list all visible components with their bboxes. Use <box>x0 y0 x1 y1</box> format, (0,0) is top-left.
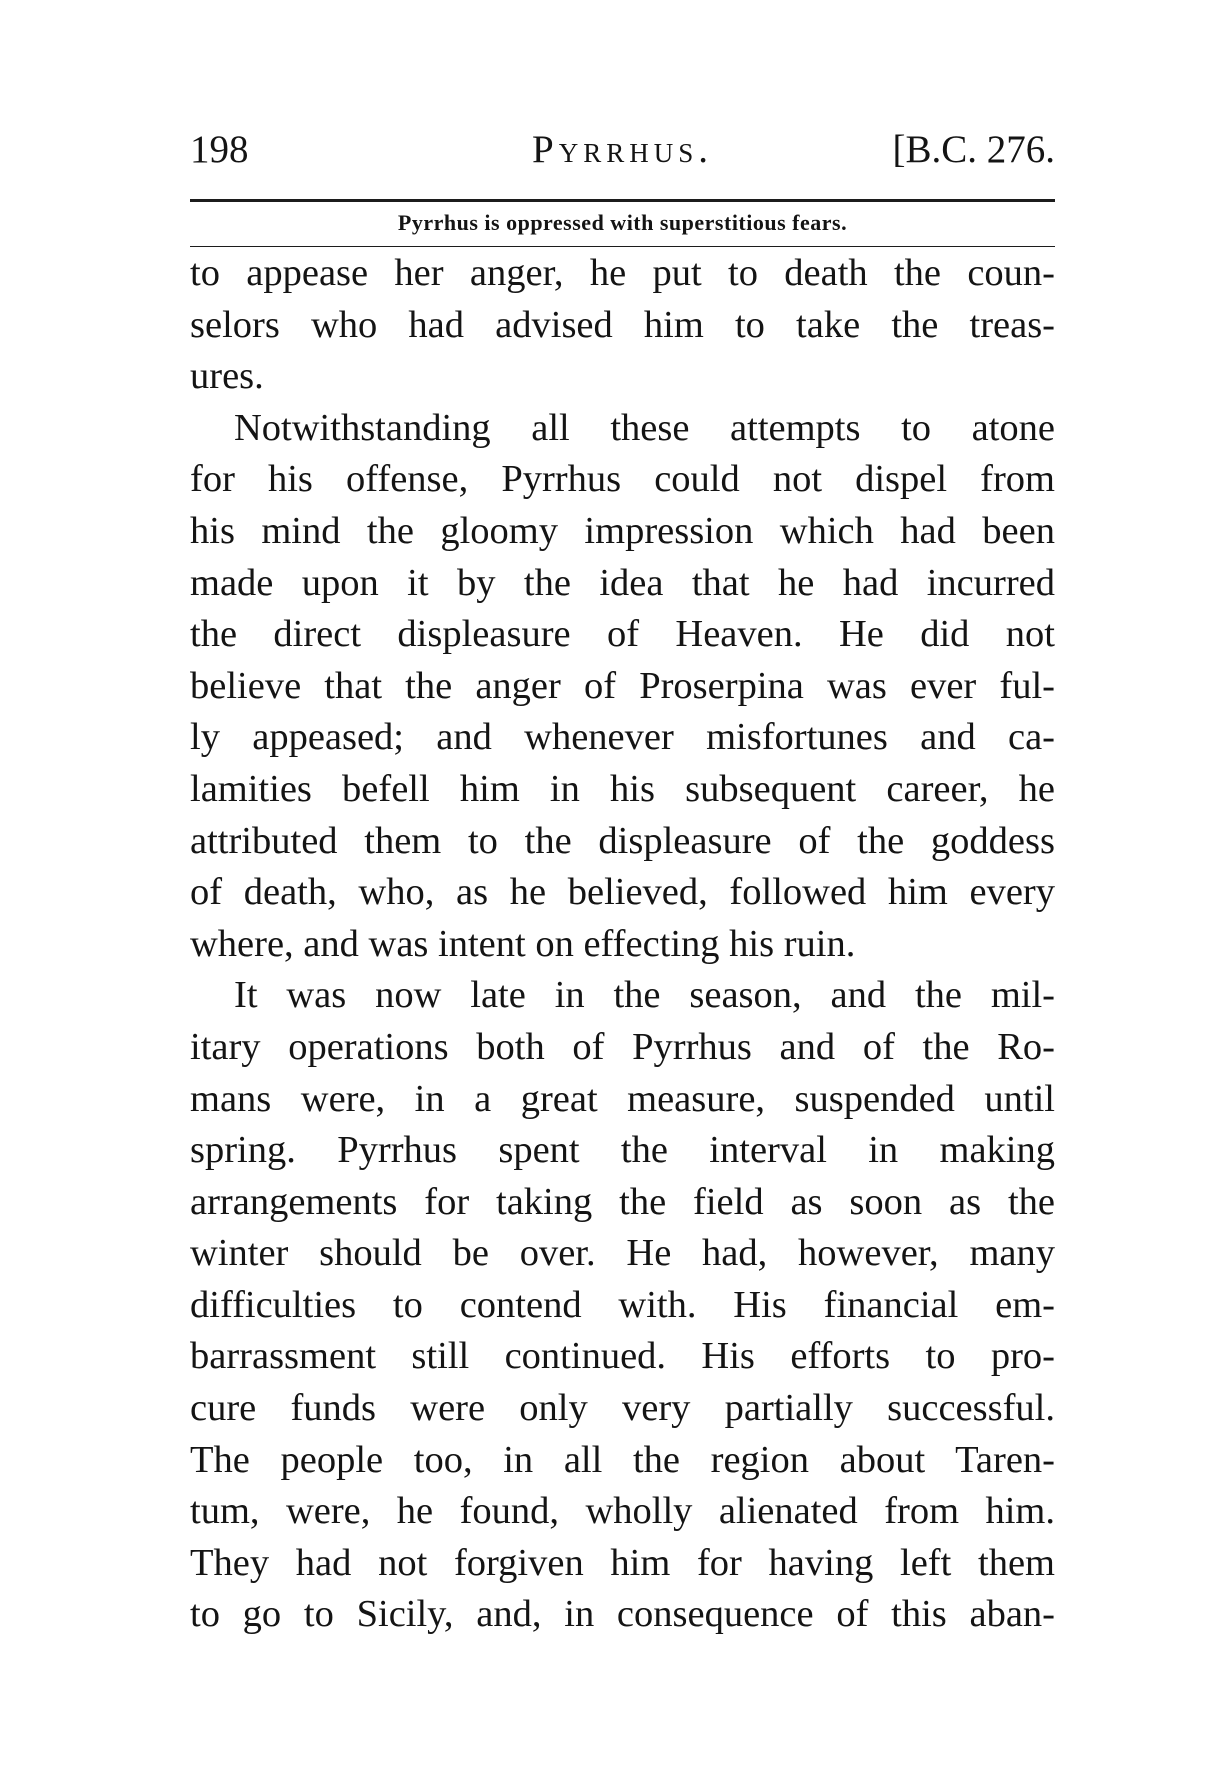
text-line: cure funds were only very partially successful. <box>190 1387 1055 1430</box>
text-line: spring. Pyrrhus spent the interval in making <box>190 1129 1055 1172</box>
text-line: believe that the anger of Proserpina was ever ful- <box>190 664 1055 707</box>
text-line: winter should be over. He had, however, many <box>190 1232 1055 1275</box>
text-line: mans were, in a great measure, suspended until <box>190 1077 1055 1120</box>
text-line: of death, who, as he believed, followed him every <box>190 871 1055 914</box>
book-title: Pyrrhus. <box>532 128 713 171</box>
text-line: They had not forgiven him for having left them <box>190 1541 1055 1584</box>
text-line: itary operations both of Pyrrhus and of the Ro- <box>190 1025 1055 1068</box>
date-label: [B.C. 276. <box>892 128 1055 171</box>
text-line: made upon it by the idea that he had incurred <box>190 561 1055 604</box>
text-line: barrassment still continued. His efforts to pro- <box>190 1335 1055 1378</box>
text-line: tum, were, he found, wholly alienated from him. <box>190 1490 1055 1533</box>
text-line: It was now late in the season, and the mil- <box>234 974 1055 1017</box>
body-text <box>190 248 1055 1641</box>
text-line: his mind the gloomy impression which had been <box>190 509 1055 552</box>
running-head <box>190 118 1055 182</box>
text-line: arrangements for taking the field as soon as the <box>190 1180 1055 1223</box>
text-line: The people too, in all the region about Taren- <box>190 1438 1055 1481</box>
chapter-subheading: Pyrrhus is oppressed with superstitious fears. <box>397 210 848 235</box>
text-line: to appease her anger, he put to death the coun- <box>190 252 1055 294</box>
text-line: selors who had advised him to take the treas- <box>190 303 1055 346</box>
text-line: ly appeased; and whenever misfortunes and ca- <box>190 716 1055 759</box>
text-line: difficulties to contend with. His financial em- <box>190 1283 1055 1326</box>
text-line: where, and was intent on effecting his ruin. <box>190 922 856 965</box>
text-line: for his offense, Pyrrhus could not dispel from <box>190 458 1055 501</box>
text-line: Notwithstanding all these attempts to atone <box>234 406 1055 449</box>
text-line: lamities befell him in his subsequent career, he <box>190 767 1055 810</box>
text-line: to go to Sicily, and, in consequence of this aban- <box>190 1593 1055 1636</box>
text-line: the direct displeasure of Heaven. He did not <box>190 613 1055 656</box>
text-line: attributed them to the displeasure of the goddess <box>190 819 1055 862</box>
header-rule-top <box>190 199 1055 202</box>
header-rule-bottom <box>190 246 1055 247</box>
text-line: ures. <box>190 355 264 398</box>
page-number: 198 <box>190 128 249 171</box>
